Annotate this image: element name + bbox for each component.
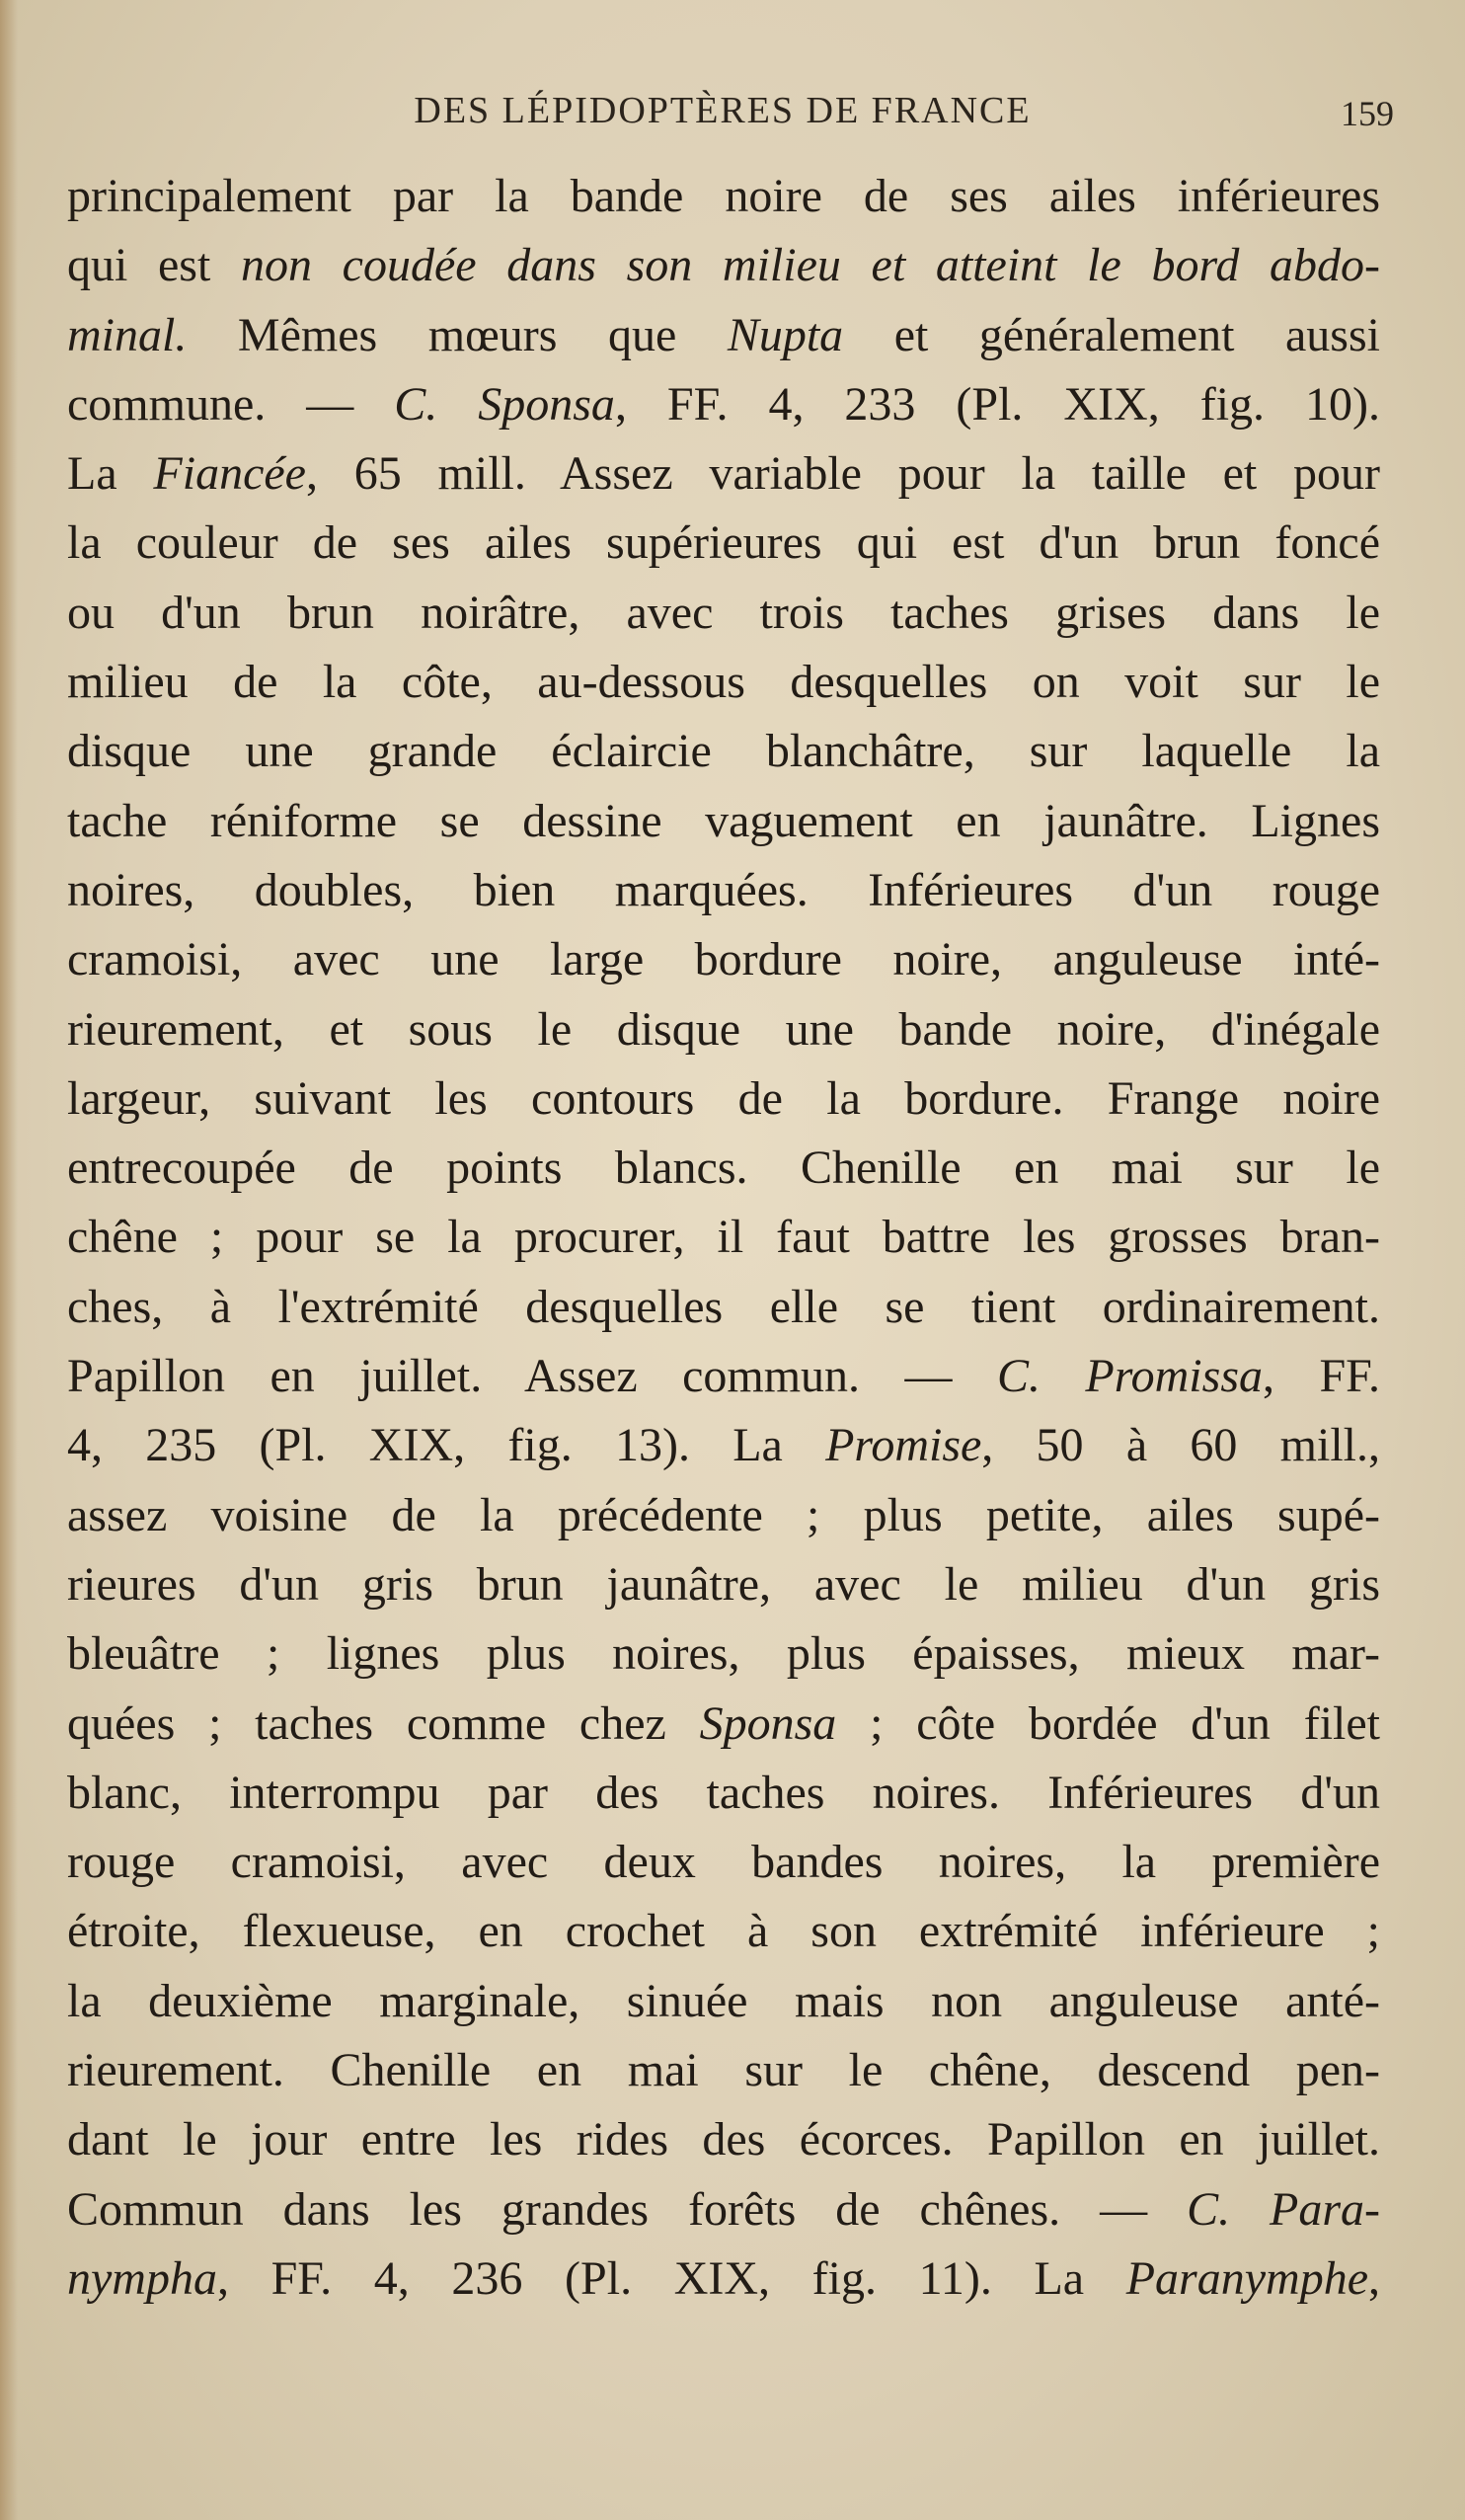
text-segment: , FF. 4, 233 (Pl. XIX, fig. 10). [614, 377, 1380, 431]
text-segment: rieures d'un gris brun jaunâtre, avec le milieu d'un gris [67, 1557, 1380, 1611]
text-segment: assez voisine de la précédente ; plus petite, ailes supé- [67, 1488, 1380, 1541]
text-segment: , FF. [1263, 1350, 1380, 1403]
text-segment: rouge cramoisi, avec deux bandes noires, la première [67, 1836, 1380, 1889]
text-line [67, 1411, 1380, 1480]
text-segment: La [67, 447, 154, 501]
text-line [67, 648, 1380, 717]
text-line [67, 162, 1380, 231]
text-segment: principalement par la bande noire de ses ailes inférieures [67, 170, 1380, 222]
text-segment: la couleur de ses ailes supérieures qui est d'un brun foncé [67, 516, 1380, 570]
text-line [67, 1203, 1380, 1272]
text-segment: bleuâtre ; lignes plus noires, plus épaisses, mieux mar- [67, 1627, 1380, 1681]
text-segment: la deuxième marginale, sinuée mais non anguleuse anté- [67, 1974, 1380, 2027]
text-line [67, 1897, 1380, 1966]
text-segment: ; côte bordée d'un filet [836, 1696, 1380, 1750]
page-gutter-shadow [0, 0, 18, 2520]
text-line [67, 579, 1380, 648]
running-title: DES LÉPIDOPTÈRES DE FRANCE [414, 90, 1032, 131]
text-segment: qui est [67, 239, 241, 292]
italic-text: Paranymphe [1125, 2251, 1368, 2305]
italic-text: Promise [825, 1419, 982, 1472]
text-line [67, 1273, 1380, 1342]
italic-text: C. Promissa [996, 1350, 1263, 1403]
text-line [67, 370, 1380, 439]
text-line [67, 1342, 1380, 1411]
text-segment: ches, à l'extrémité desquelles elle se tient ordinairement. [67, 1280, 1380, 1333]
text-segment: Mêmes mœurs que [187, 308, 728, 361]
text-line [67, 1967, 1380, 2036]
text-segment: milieu de la côte, au-dessous desquelles on voit sur le [67, 656, 1380, 709]
text-line [67, 2036, 1380, 2105]
running-header [59, 81, 1394, 140]
text-line [67, 1134, 1380, 1203]
italic-text: Nupta [727, 308, 844, 361]
text-segment: entrecoupée de points blancs. Chenille en mai sur le [67, 1142, 1380, 1195]
text-line [67, 1690, 1380, 1759]
italic-text: C. Para- [1187, 2182, 1381, 2236]
italic-text: non coudée dans son milieu et atteint le bord abdo- [240, 239, 1381, 292]
text-segment: quées ; taches comme chez [67, 1696, 700, 1750]
text-line [67, 925, 1380, 994]
text-segment: rieurement. Chenille en mai sur le chêne, descend pen- [67, 2044, 1380, 2097]
italic-text: minal. [67, 308, 188, 361]
text-line [67, 509, 1380, 578]
text-segment: chêne ; pour se la procurer, il faut battre les grosses bran- [67, 1211, 1380, 1264]
text-segment: noires, doubles, bien marquées. Inférieures d'un rouge [67, 863, 1380, 916]
text-segment: Commun dans les grandes forêts de chênes. — [67, 2182, 1188, 2236]
text-segment: ou d'un brun noirâtre, avec trois taches grises dans le [67, 586, 1380, 639]
text-line [67, 2244, 1380, 2314]
text-line [67, 717, 1380, 786]
text-segment: Papillon en juillet. Assez commun. — [67, 1350, 997, 1403]
text-line [67, 2175, 1380, 2244]
text-line [67, 301, 1380, 370]
text-segment: blanc, interrompu par des taches noires. Inférieures d'un [67, 1766, 1380, 1819]
text-segment: , 50 à 60 mill., [981, 1419, 1380, 1472]
text-segment: disque une grande éclaircie blanchâtre, sur laquelle la [67, 725, 1380, 778]
text-line [67, 1064, 1380, 1134]
italic-text: Sponsa [699, 1696, 837, 1750]
text-line [67, 856, 1380, 925]
body-paragraph [67, 162, 1380, 2314]
page-number: 159 [1341, 94, 1394, 133]
italic-text: Fiancée [153, 447, 306, 501]
text-line [67, 1759, 1380, 1828]
text-segment: rieurement, et sous le disque une bande noire, d'inégale [67, 1002, 1380, 1056]
text-line [67, 1550, 1380, 1619]
text-segment: , 65 mill. Assez variable pour la taille et pour [305, 447, 1381, 501]
text-line [67, 787, 1380, 856]
text-segment: , FF. 4, 236 (Pl. XIX, fig. 11). La [216, 2251, 1126, 2305]
text-segment: 4, 235 (Pl. XIX, fig. 13). La [67, 1419, 826, 1472]
text-line [67, 1619, 1380, 1689]
text-line [67, 231, 1380, 300]
text-line [67, 1481, 1380, 1550]
text-segment: et généralement aussi [843, 308, 1380, 361]
text-line [67, 2105, 1380, 2174]
text-segment: étroite, flexueuse, en crochet à son extrémité inférieure ; [67, 1905, 1380, 1958]
text-line [67, 1828, 1380, 1897]
text-segment: commune. — [67, 377, 395, 431]
text-line [67, 439, 1380, 509]
italic-text: C. Sponsa [394, 377, 615, 431]
text-segment: cramoisi, avec une large bordure noire, anguleuse inté- [67, 933, 1380, 986]
text-segment: tache réniforme se dessine vaguement en jaunâtre. Lignes [67, 794, 1380, 847]
text-segment: largeur, suivant les contours de la bordure. Frange noire [67, 1071, 1380, 1125]
text-segment: dant le jour entre les rides des écorces. Papillon en juillet. [67, 2113, 1380, 2166]
italic-text: nympha [67, 2251, 217, 2305]
text-line [67, 995, 1380, 1064]
text-segment: , [1368, 2251, 1380, 2305]
